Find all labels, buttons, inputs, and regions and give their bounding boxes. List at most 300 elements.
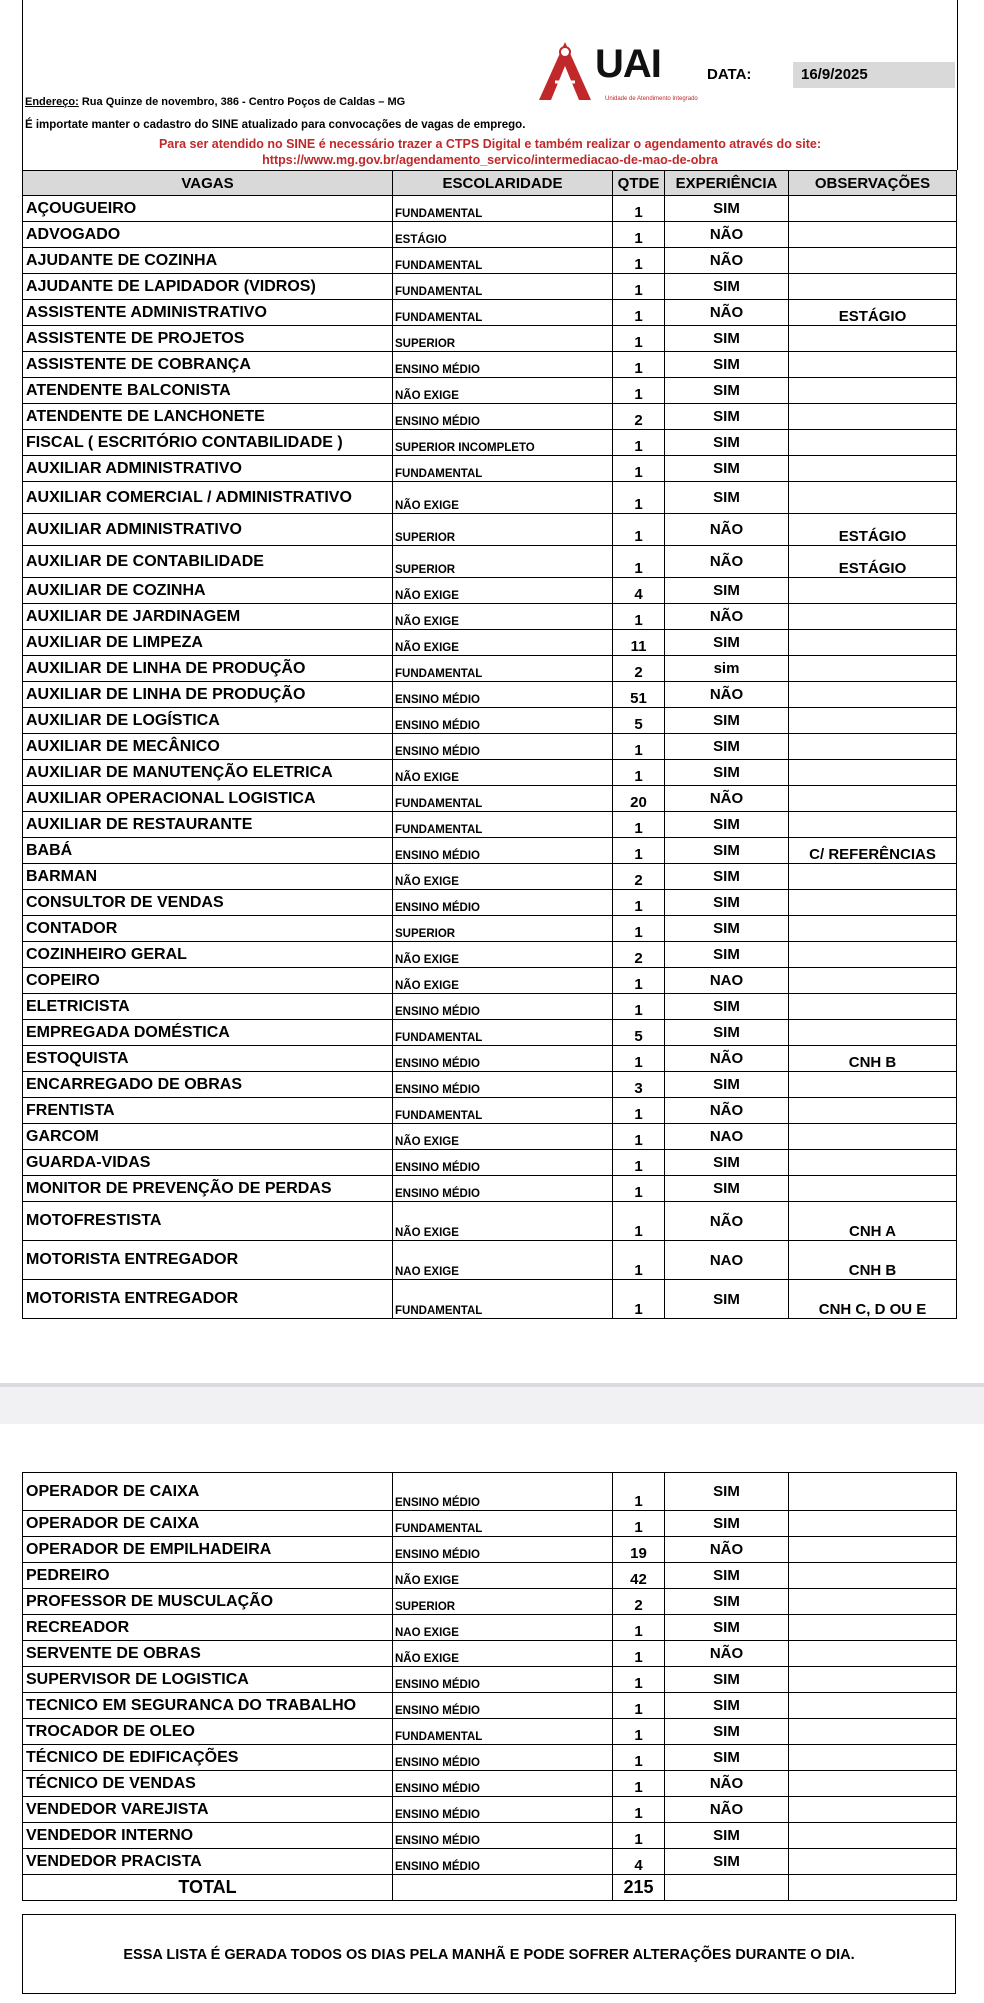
experiencia-cell: NÃO: [665, 546, 789, 578]
qtde-cell: 1: [613, 994, 665, 1020]
escolaridade-cell: NÃO EXIGE: [393, 1124, 613, 1150]
qtde-cell: 2: [613, 656, 665, 682]
escolaridade-cell: SUPERIOR INCOMPLETO: [393, 430, 613, 456]
table-row: [23, 222, 957, 248]
vaga-cell: PROFESSOR DE MUSCULAÇÃO: [23, 1589, 393, 1615]
vaga-cell: ASSISTENTE DE PROJETOS: [23, 326, 393, 352]
experiencia-cell: NÃO: [665, 1046, 789, 1072]
observacoes-cell: [789, 430, 957, 456]
table-row: [23, 378, 957, 404]
experiencia-cell: SIM: [665, 708, 789, 734]
vaga-cell: AUXILIAR DE LIMPEZA: [23, 630, 393, 656]
experiencia-cell: NAO: [665, 968, 789, 994]
vaga-cell: AUXILIAR DE LOGÍSTICA: [23, 708, 393, 734]
page-2: [22, 1472, 956, 1984]
table-row: [23, 994, 957, 1020]
table-row: [23, 196, 957, 222]
vaga-cell: AUXILIAR DE CONTABILIDADE: [23, 546, 393, 578]
experiencia-cell: SIM: [665, 734, 789, 760]
vacancies-table: [22, 170, 957, 1319]
qtde-cell: 1: [613, 1745, 665, 1771]
observacoes-cell: [789, 1589, 957, 1615]
observacoes-cell: [789, 994, 957, 1020]
experiencia-cell: SIM: [665, 1693, 789, 1719]
page-separator: [0, 1383, 984, 1424]
observacoes-cell: [789, 942, 957, 968]
qtde-cell: 1: [613, 1615, 665, 1641]
experiencia-cell: SIM: [665, 1072, 789, 1098]
observacoes-cell: [789, 812, 957, 838]
observacoes-cell: [789, 482, 957, 514]
vaga-cell: ADVOGADO: [23, 222, 393, 248]
qtde-cell: 1: [613, 1797, 665, 1823]
vaga-cell: ATENDENTE BALCONISTA: [23, 378, 393, 404]
page-1: [22, 0, 956, 1330]
experiencia-cell: SIM: [665, 864, 789, 890]
table-row: [23, 326, 957, 352]
vaga-cell: COZINHEIRO GERAL: [23, 942, 393, 968]
table-row: [23, 760, 957, 786]
qtde-cell: 1: [613, 514, 665, 546]
escolaridade-cell: FUNDAMENTAL: [393, 656, 613, 682]
table-row: [23, 604, 957, 630]
escolaridade-cell: SUPERIOR: [393, 514, 613, 546]
vaga-cell: BABÁ: [23, 838, 393, 864]
escolaridade-cell: ENSINO MÉDIO: [393, 994, 613, 1020]
vaga-cell: VENDEDOR VAREJISTA: [23, 1797, 393, 1823]
escolaridade-cell: SUPERIOR: [393, 916, 613, 942]
escolaridade-cell: FUNDAMENTAL: [393, 196, 613, 222]
vaga-cell: ASSISTENTE ADMINISTRATIVO: [23, 300, 393, 326]
column-header-escolaridade: ESCOLARIDADE: [393, 171, 613, 196]
experiencia-cell: SIM: [665, 1473, 789, 1511]
table-row: [23, 812, 957, 838]
experiencia-cell: SIM: [665, 1563, 789, 1589]
observacoes-cell: [789, 274, 957, 300]
total-value: 215: [613, 1875, 665, 1901]
escolaridade-cell: ENSINO MÉDIO: [393, 1176, 613, 1202]
qtde-cell: 1: [613, 430, 665, 456]
escolaridade-cell: SUPERIOR: [393, 1589, 613, 1615]
vaga-cell: MONITOR DE PREVENÇÃO DE PERDAS: [23, 1176, 393, 1202]
escolaridade-cell: FUNDAMENTAL: [393, 248, 613, 274]
qtde-cell: 1: [613, 300, 665, 326]
table-row: [23, 890, 957, 916]
table-row: [23, 430, 957, 456]
observacoes-cell: [789, 378, 957, 404]
observacoes-cell: [789, 326, 957, 352]
observacoes-cell: [789, 968, 957, 994]
qtde-cell: 1: [613, 482, 665, 514]
vaga-cell: CONSULTOR DE VENDAS: [23, 890, 393, 916]
escolaridade-cell: NÃO EXIGE: [393, 378, 613, 404]
total-row: [23, 1875, 957, 1901]
observacoes-cell: [789, 1641, 957, 1667]
observacoes-cell: [789, 248, 957, 274]
observacoes-cell: C/ REFERÊNCIAS: [789, 838, 957, 864]
experiencia-cell: SIM: [665, 274, 789, 300]
qtde-cell: 1: [613, 1473, 665, 1511]
escolaridade-cell: ENSINO MÉDIO: [393, 1745, 613, 1771]
observacoes-cell: [789, 1771, 957, 1797]
vaga-cell: ELETRICISTA: [23, 994, 393, 1020]
experiencia-cell: SIM: [665, 1150, 789, 1176]
qtde-cell: 1: [613, 1667, 665, 1693]
table-row: [23, 630, 957, 656]
observacoes-cell: [789, 1020, 957, 1046]
table-row: [23, 916, 957, 942]
escolaridade-cell: NÃO EXIGE: [393, 630, 613, 656]
observacoes-cell: [789, 1511, 957, 1537]
table-row: [23, 248, 957, 274]
observacoes-cell: [789, 1849, 957, 1875]
table-row: [23, 1667, 957, 1693]
observacoes-cell: [789, 708, 957, 734]
observacoes-cell: CNH C, D OU E: [789, 1280, 957, 1319]
table-row: [23, 942, 957, 968]
qtde-cell: 5: [613, 1020, 665, 1046]
table-row: [23, 1124, 957, 1150]
date-label: DATA:: [707, 66, 752, 83]
vaga-cell: MOTORISTA ENTREGADOR: [23, 1241, 393, 1280]
experiencia-cell: SIM: [665, 942, 789, 968]
qtde-cell: 1: [613, 1150, 665, 1176]
qtde-cell: 1: [613, 1098, 665, 1124]
vaga-cell: AJUDANTE DE COZINHA: [23, 248, 393, 274]
qtde-cell: 1: [613, 1046, 665, 1072]
table-row: [23, 1280, 957, 1319]
experiencia-cell: NAO: [665, 1241, 789, 1280]
experiencia-cell: SIM: [665, 1176, 789, 1202]
experiencia-cell: SIM: [665, 890, 789, 916]
qtde-cell: 1: [613, 1719, 665, 1745]
vaga-cell: AUXILIAR DE MANUTENÇÃO ELETRICA: [23, 760, 393, 786]
logo-subtitle: Unidade de Atendimento Integrado: [605, 96, 698, 102]
qtde-cell: 1: [613, 890, 665, 916]
experiencia-cell: NÃO: [665, 786, 789, 812]
table-row: [23, 1020, 957, 1046]
vaga-cell: ENCARREGADO DE OBRAS: [23, 1072, 393, 1098]
vaga-cell: MOTORISTA ENTREGADOR: [23, 1280, 393, 1319]
observacoes-cell: [789, 1473, 957, 1511]
experiencia-cell: SIM: [665, 1667, 789, 1693]
vaga-cell: RECREADOR: [23, 1615, 393, 1641]
vaga-cell: AUXILIAR DE LINHA DE PRODUÇÃO: [23, 682, 393, 708]
experiencia-cell: NÃO: [665, 1098, 789, 1124]
vaga-cell: OPERADOR DE CAIXA: [23, 1473, 393, 1511]
escolaridade-cell: ESTÁGIO: [393, 222, 613, 248]
escolaridade-cell: ENSINO MÉDIO: [393, 1150, 613, 1176]
vaga-cell: AUXILIAR ADMINISTRATIVO: [23, 456, 393, 482]
table-row: [23, 456, 957, 482]
footer-note: ESSA LISTA É GERADA TODOS OS DIAS PELA MANHÃ E PODE SOFRER ALTERAÇÕES DURANTE O DIA.: [22, 1914, 956, 1994]
experiencia-cell: SIM: [665, 1745, 789, 1771]
escolaridade-cell: NÃO EXIGE: [393, 1202, 613, 1241]
vaga-cell: OPERADOR DE EMPILHADEIRA: [23, 1537, 393, 1563]
experiencia-cell: SIM: [665, 838, 789, 864]
experiencia-cell: NÃO: [665, 1641, 789, 1667]
observacoes-cell: [789, 1615, 957, 1641]
escolaridade-cell: NÃO EXIGE: [393, 482, 613, 514]
table-row: [23, 578, 957, 604]
escolaridade-cell: ENSINO MÉDIO: [393, 1473, 613, 1511]
vaga-cell: ASSISTENTE DE COBRANÇA: [23, 352, 393, 378]
table-row: [23, 1771, 957, 1797]
experiencia-cell: NÃO: [665, 1202, 789, 1241]
observacoes-cell: [789, 916, 957, 942]
observacoes-cell: [789, 1823, 957, 1849]
escolaridade-cell: ENSINO MÉDIO: [393, 890, 613, 916]
escolaridade-cell: ENSINO MÉDIO: [393, 734, 613, 760]
total-label: TOTAL: [23, 1875, 393, 1901]
escolaridade-cell: FUNDAMENTAL: [393, 812, 613, 838]
observacoes-cell: [789, 456, 957, 482]
qtde-cell: 1: [613, 378, 665, 404]
qtde-cell: 1: [613, 812, 665, 838]
qtde-cell: 2: [613, 404, 665, 430]
vaga-cell: SERVENTE DE OBRAS: [23, 1641, 393, 1667]
observacoes-cell: [789, 656, 957, 682]
qtde-cell: 1: [613, 196, 665, 222]
vaga-cell: OPERADOR DE CAIXA: [23, 1511, 393, 1537]
table-row: [23, 838, 957, 864]
column-header-observacoes: OBSERVAÇÕES: [789, 171, 957, 196]
qtde-cell: 1: [613, 968, 665, 994]
logo-text: UAI: [595, 42, 661, 86]
escolaridade-cell: FUNDAMENTAL: [393, 1280, 613, 1319]
qtde-cell: 1: [613, 1641, 665, 1667]
qtde-cell: 1: [613, 274, 665, 300]
qtde-cell: 2: [613, 1589, 665, 1615]
escolaridade-cell: ENSINO MÉDIO: [393, 352, 613, 378]
observacoes-cell: ESTÁGIO: [789, 514, 957, 546]
vaga-cell: TROCADOR DE OLEO: [23, 1719, 393, 1745]
qtde-cell: 1: [613, 734, 665, 760]
escolaridade-cell: ENSINO MÉDIO: [393, 1797, 613, 1823]
vaga-cell: ATENDENTE DE LANCHONETE: [23, 404, 393, 430]
observacoes-cell: [789, 1124, 957, 1150]
vaga-cell: CONTADOR: [23, 916, 393, 942]
table-row: [23, 1241, 957, 1280]
table-row: [23, 1150, 957, 1176]
qtde-cell: 1: [613, 222, 665, 248]
escolaridade-cell: ENSINO MÉDIO: [393, 1823, 613, 1849]
experiencia-cell: SIM: [665, 482, 789, 514]
table-row: [23, 546, 957, 578]
experiencia-cell: SIM: [665, 456, 789, 482]
experiencia-cell: SIM: [665, 1020, 789, 1046]
qtde-cell: 1: [613, 1280, 665, 1319]
table-row: [23, 1473, 957, 1511]
qtde-cell: 2: [613, 942, 665, 968]
escolaridade-cell: NÃO EXIGE: [393, 604, 613, 630]
qtde-cell: 1: [613, 1771, 665, 1797]
escolaridade-cell: FUNDAMENTAL: [393, 1098, 613, 1124]
vaga-cell: EMPREGADA DOMÉSTICA: [23, 1020, 393, 1046]
escolaridade-cell: NÃO EXIGE: [393, 942, 613, 968]
observacoes-cell: [789, 890, 957, 916]
experiencia-cell: SIM: [665, 1615, 789, 1641]
table-row: [23, 656, 957, 682]
table-row: [23, 1511, 957, 1537]
escolaridade-cell: FUNDAMENTAL: [393, 786, 613, 812]
table-row: [23, 1693, 957, 1719]
experiencia-cell: sim: [665, 656, 789, 682]
experiencia-cell: SIM: [665, 352, 789, 378]
experiencia-cell: NÃO: [665, 222, 789, 248]
escolaridade-cell: FUNDAMENTAL: [393, 1511, 613, 1537]
vaga-cell: VENDEDOR INTERNO: [23, 1823, 393, 1849]
escolaridade-cell: FUNDAMENTAL: [393, 1719, 613, 1745]
observacoes-cell: [789, 352, 957, 378]
table-row: [23, 1823, 957, 1849]
vaga-cell: AÇOUGUEIRO: [23, 196, 393, 222]
table-row: [23, 968, 957, 994]
escolaridade-cell: ENSINO MÉDIO: [393, 1849, 613, 1875]
escolaridade-cell: ENSINO MÉDIO: [393, 682, 613, 708]
experiencia-cell: SIM: [665, 430, 789, 456]
vaga-cell: TECNICO EM SEGURANCA DO TRABALHO: [23, 1693, 393, 1719]
experiencia-cell: SIM: [665, 994, 789, 1020]
vaga-cell: AUXILIAR DE JARDINAGEM: [23, 604, 393, 630]
escolaridade-cell: FUNDAMENTAL: [393, 456, 613, 482]
table-row: [23, 1719, 957, 1745]
observacoes-cell: ESTÁGIO: [789, 546, 957, 578]
table-row: [23, 1615, 957, 1641]
escolaridade-cell: FUNDAMENTAL: [393, 300, 613, 326]
qtde-cell: 1: [613, 1823, 665, 1849]
qtde-cell: 1: [613, 916, 665, 942]
vaga-cell: SUPERVISOR DE LOGISTICA: [23, 1667, 393, 1693]
escolaridade-cell: NÃO EXIGE: [393, 1563, 613, 1589]
qtde-cell: 1: [613, 1124, 665, 1150]
qtde-cell: 1: [613, 604, 665, 630]
table-row: [23, 352, 957, 378]
date-value: 16/9/2025: [793, 62, 955, 88]
table-row: [23, 300, 957, 326]
escolaridade-cell: ENSINO MÉDIO: [393, 1537, 613, 1563]
observacoes-cell: ESTÁGIO: [789, 300, 957, 326]
vaga-cell: AUXILIAR ADMINISTRATIVO: [23, 514, 393, 546]
vaga-cell: TÉCNICO DE EDIFICAÇÕES: [23, 1745, 393, 1771]
qtde-cell: 1: [613, 838, 665, 864]
table-row: [23, 1641, 957, 1667]
table-row: [23, 1098, 957, 1124]
qtde-cell: 2: [613, 864, 665, 890]
qtde-cell: 1: [613, 1511, 665, 1537]
qtde-cell: 19: [613, 1537, 665, 1563]
qtde-cell: 4: [613, 1849, 665, 1875]
qtde-cell: 1: [613, 546, 665, 578]
experiencia-cell: SIM: [665, 760, 789, 786]
document-header: [22, 0, 958, 170]
vaga-cell: ESTOQUISTA: [23, 1046, 393, 1072]
experiencia-cell: SIM: [665, 630, 789, 656]
observacoes-cell: [789, 1745, 957, 1771]
scheduling-link[interactable]: https://www.mg.gov.br/agendamento_servico/intermediacao-de-mao-de-obra: [262, 153, 718, 167]
escolaridade-cell: ENSINO MÉDIO: [393, 1771, 613, 1797]
table-row: [23, 1046, 957, 1072]
observacoes-cell: [789, 1176, 957, 1202]
observacoes-cell: [789, 1667, 957, 1693]
vaga-cell: AUXILIAR DE RESTAURANTE: [23, 812, 393, 838]
qtde-cell: 20: [613, 786, 665, 812]
table-row: [23, 1176, 957, 1202]
observacoes-cell: [789, 196, 957, 222]
table-row: [23, 514, 957, 546]
column-header-experiencia: EXPERIÊNCIA: [665, 171, 789, 196]
table-row: [23, 734, 957, 760]
vaga-cell: AUXILIAR DE LINHA DE PRODUÇÃO: [23, 656, 393, 682]
escolaridade-cell: ENSINO MÉDIO: [393, 838, 613, 864]
experiencia-cell: SIM: [665, 1280, 789, 1319]
escolaridade-cell: ENSINO MÉDIO: [393, 1693, 613, 1719]
table-row: [23, 1072, 957, 1098]
observacoes-cell: [789, 1797, 957, 1823]
table-row: [23, 1563, 957, 1589]
qtde-cell: 1: [613, 326, 665, 352]
address-text: Rua Quinze de novembro, 386 - Centro Poços de Caldas – MG: [78, 96, 406, 108]
escolaridade-cell: NAO EXIGE: [393, 1241, 613, 1280]
experiencia-cell: NÃO: [665, 682, 789, 708]
experiencia-cell: SIM: [665, 1823, 789, 1849]
qtde-cell: 1: [613, 760, 665, 786]
experiencia-cell: SIM: [665, 196, 789, 222]
table-row: [23, 1589, 957, 1615]
experiencia-cell: NÃO: [665, 1797, 789, 1823]
vaga-cell: PEDREIRO: [23, 1563, 393, 1589]
observacoes-cell: CNH A: [789, 1202, 957, 1241]
qtde-cell: 1: [613, 1176, 665, 1202]
observacoes-cell: [789, 734, 957, 760]
table-row: [23, 1797, 957, 1823]
experiencia-cell: SIM: [665, 1589, 789, 1615]
experiencia-cell: NAO: [665, 1124, 789, 1150]
observacoes-cell: [789, 760, 957, 786]
observacoes-cell: [789, 1098, 957, 1124]
vaga-cell: FRENTISTA: [23, 1098, 393, 1124]
table-row: [23, 682, 957, 708]
experiencia-cell: SIM: [665, 378, 789, 404]
column-header-vagas: VAGAS: [23, 171, 393, 196]
qtde-cell: 1: [613, 1202, 665, 1241]
experiencia-cell: SIM: [665, 326, 789, 352]
qtde-cell: 5: [613, 708, 665, 734]
observacoes-cell: [789, 1563, 957, 1589]
experiencia-cell: NÃO: [665, 300, 789, 326]
table-row: [23, 708, 957, 734]
experiencia-cell: SIM: [665, 404, 789, 430]
vaga-cell: COPEIRO: [23, 968, 393, 994]
vaga-cell: VENDEDOR PRACISTA: [23, 1849, 393, 1875]
qtde-cell: 3: [613, 1072, 665, 1098]
escolaridade-cell: ENSINO MÉDIO: [393, 1072, 613, 1098]
experiencia-cell: NÃO: [665, 604, 789, 630]
escolaridade-cell: NÃO EXIGE: [393, 968, 613, 994]
qtde-cell: 1: [613, 456, 665, 482]
observacoes-cell: [789, 1719, 957, 1745]
observacoes-cell: [789, 1072, 957, 1098]
address: [25, 96, 405, 108]
experiencia-cell: SIM: [665, 578, 789, 604]
experiencia-cell: NÃO: [665, 1537, 789, 1563]
vaga-cell: TÉCNICO DE VENDAS: [23, 1771, 393, 1797]
experiencia-cell: SIM: [665, 1849, 789, 1875]
observacoes-cell: [789, 786, 957, 812]
vaga-cell: GARCOM: [23, 1124, 393, 1150]
escolaridade-cell: SUPERIOR: [393, 326, 613, 352]
vaga-cell: MOTOFRESTISTA: [23, 1202, 393, 1241]
